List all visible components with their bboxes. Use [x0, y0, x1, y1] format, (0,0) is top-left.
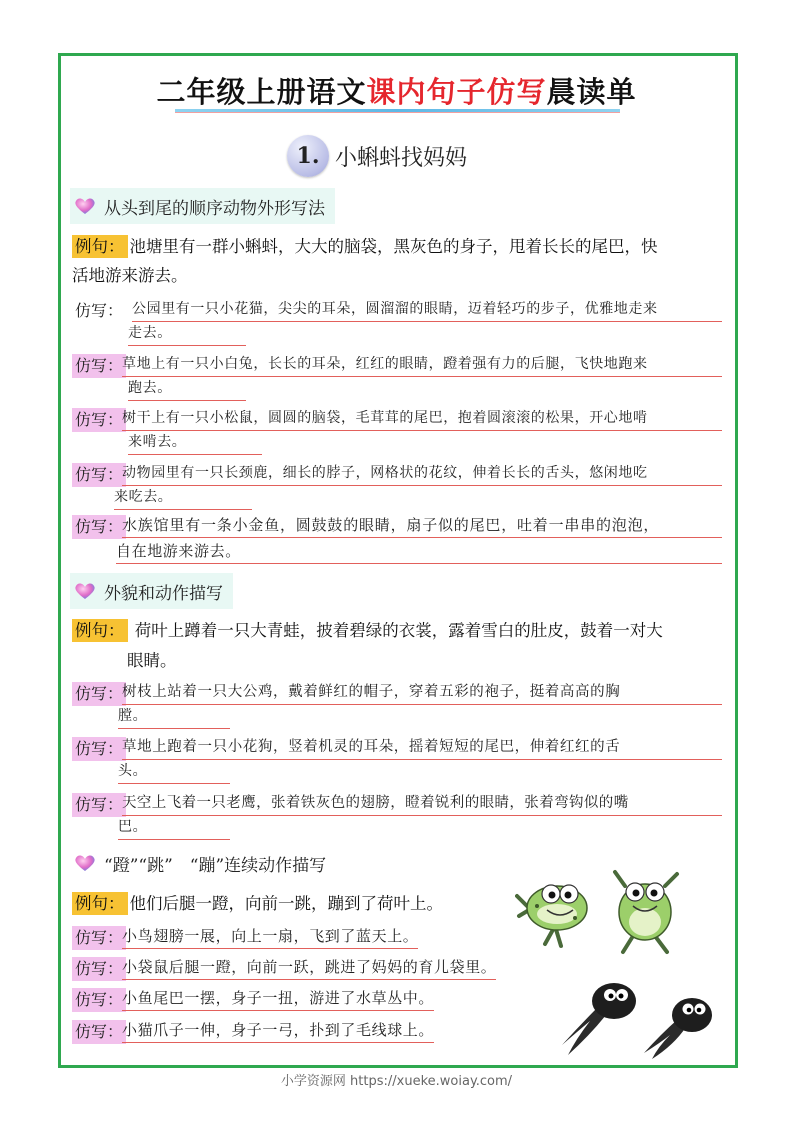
- section-heading-2: [70, 573, 233, 609]
- imitation-text-line2: 膛。: [118, 704, 230, 729]
- heart-icon: [74, 582, 96, 600]
- section-heading-3: [70, 845, 336, 881]
- imitation-text-line2: 头。: [118, 759, 230, 784]
- imitation-label: 仿写：: [72, 988, 126, 1012]
- title-part2: 课内句子仿写: [366, 75, 547, 109]
- example-sentence-3: [72, 889, 443, 919]
- imitation-text-line1: 树枝上站着一只大公鸡，戴着鲜红的帽子，穿着五彩的袍子，挺着高高的胸: [122, 680, 722, 705]
- example-label: 例句：: [72, 619, 128, 642]
- imitation-text-line2: 巴。: [118, 815, 230, 840]
- imitation-text-line1: 公园里有一只小花猫，尖尖的耳朵，圆溜溜的眼睛，迈着轻巧的步子，优雅地走来: [132, 297, 722, 322]
- example-sentence-1-cont: [72, 261, 188, 291]
- example-1-line1: 池塘里有一群小蝌蚪，大大的脑袋，黑灰色的身子，甩着长长的尾巴，快: [129, 237, 658, 256]
- imitation-label: 仿写：: [72, 957, 126, 981]
- imitation-text-line1: 小袋鼠后腿一蹬，向前一跃，跳进了妈妈的育儿袋里。: [122, 955, 496, 980]
- imitation-text-line2: 跑去。: [128, 376, 246, 401]
- title-part3: 晨读单: [546, 75, 637, 109]
- section-heading-2-text: 外貌和动作描写: [104, 583, 223, 604]
- lesson-name: 小蝌蚪找妈妈: [335, 145, 468, 171]
- example-label: 例句：: [72, 235, 128, 258]
- imitation-label: 仿写：: [72, 515, 126, 539]
- frogs-illustration: [515, 866, 685, 956]
- page-title: [0, 70, 793, 111]
- lesson-header: [287, 136, 467, 176]
- imitation-label: 仿写：: [72, 354, 126, 378]
- imitation-text-line1: 水族馆里有一条小金鱼，圆鼓鼓的眼睛，扇子似的尾巴，吐着一串串的泡泡，: [122, 513, 722, 538]
- imitation-text-line1: 小猫爪子一伸，身子一弓，扑到了毛线球上。: [122, 1018, 434, 1043]
- footer-source: 小学资源网 https://xueke.woiay.com/: [280, 1074, 513, 1089]
- section-heading-1-text: 从头到尾的顺序动物外形写法: [104, 198, 325, 219]
- title-part1: 二年级上册语文: [156, 75, 367, 109]
- example-label: 例句：: [72, 892, 128, 915]
- imitation-text-line2: 来吃去。: [114, 485, 252, 510]
- section-heading-1: [70, 188, 335, 224]
- example-sentence-2: [72, 616, 663, 646]
- imitation-label: 仿写：: [72, 682, 126, 706]
- example-3-line: 他们后腿一蹬，向前一跳，蹦到了荷叶上。: [129, 894, 443, 913]
- imitation-label: 仿写：: [72, 408, 126, 432]
- example-sentence-2-cont: [127, 646, 177, 676]
- imitation-text-line1: 小鸟翅膀一展，向上一扇，飞到了蓝天上。: [122, 924, 418, 949]
- imitation-label: 仿写：: [72, 926, 126, 950]
- tadpoles-illustration: [560, 975, 720, 1060]
- lesson-number-badge: 1.: [287, 135, 329, 177]
- imitation-label: 仿写：: [72, 737, 126, 761]
- imitation-label: 仿写：: [72, 793, 126, 817]
- heart-icon: [74, 854, 96, 872]
- example-2-line1: 荷叶上蹲着一只大青蛙，披着碧绿的衣裳，露着雪白的肚皮，鼓着一对大: [134, 621, 663, 640]
- imitation-text-line2: 走去。: [128, 321, 246, 346]
- example-1-line2: 活地游来游去。: [72, 266, 188, 285]
- imitation-label: 仿写：: [75, 301, 124, 320]
- imitation-text-line2: 自在地游来游去。: [116, 539, 722, 564]
- section-heading-3-text: “蹬”“跳” “蹦”连续动作描写: [104, 855, 327, 876]
- imitation-label: 仿写：: [72, 1020, 126, 1044]
- imitation-text-line1: 树干上有一只小松鼠，圆圆的脑袋，毛茸茸的尾巴，抱着圆滚滚的松果，开心地啃: [122, 406, 722, 431]
- imitation-text-line1: 小鱼尾巴一摆，身子一扭，游进了水草丛中。: [122, 986, 434, 1011]
- example-sentence-1: [72, 232, 658, 262]
- heart-icon: [74, 197, 96, 215]
- imitation-text-line1: 动物园里有一只长颈鹿，细长的脖子，网格状的花纹，伸着长长的舌头，悠闲地吃: [122, 461, 722, 486]
- imitation-text-line2: 来啃去。: [128, 430, 262, 455]
- imitation-text-line1: 草地上跑着一只小花狗，竖着机灵的耳朵，摇着短短的尾巴，伸着红红的舌: [122, 735, 722, 760]
- imitation-label: 仿写：: [72, 463, 126, 487]
- imitation-text-line1: 天空上飞着一只老鹰，张着铁灰色的翅膀，瞪着锐利的眼睛，张着弯钩似的嘴: [122, 791, 722, 816]
- title-underline: [175, 109, 620, 113]
- imitation-text-line1: 草地上有一只小白兔，长长的耳朵，红红的眼睛，蹬着强有力的后腿，飞快地跑来: [122, 352, 722, 377]
- example-2-line2: 眼睛。: [127, 651, 177, 670]
